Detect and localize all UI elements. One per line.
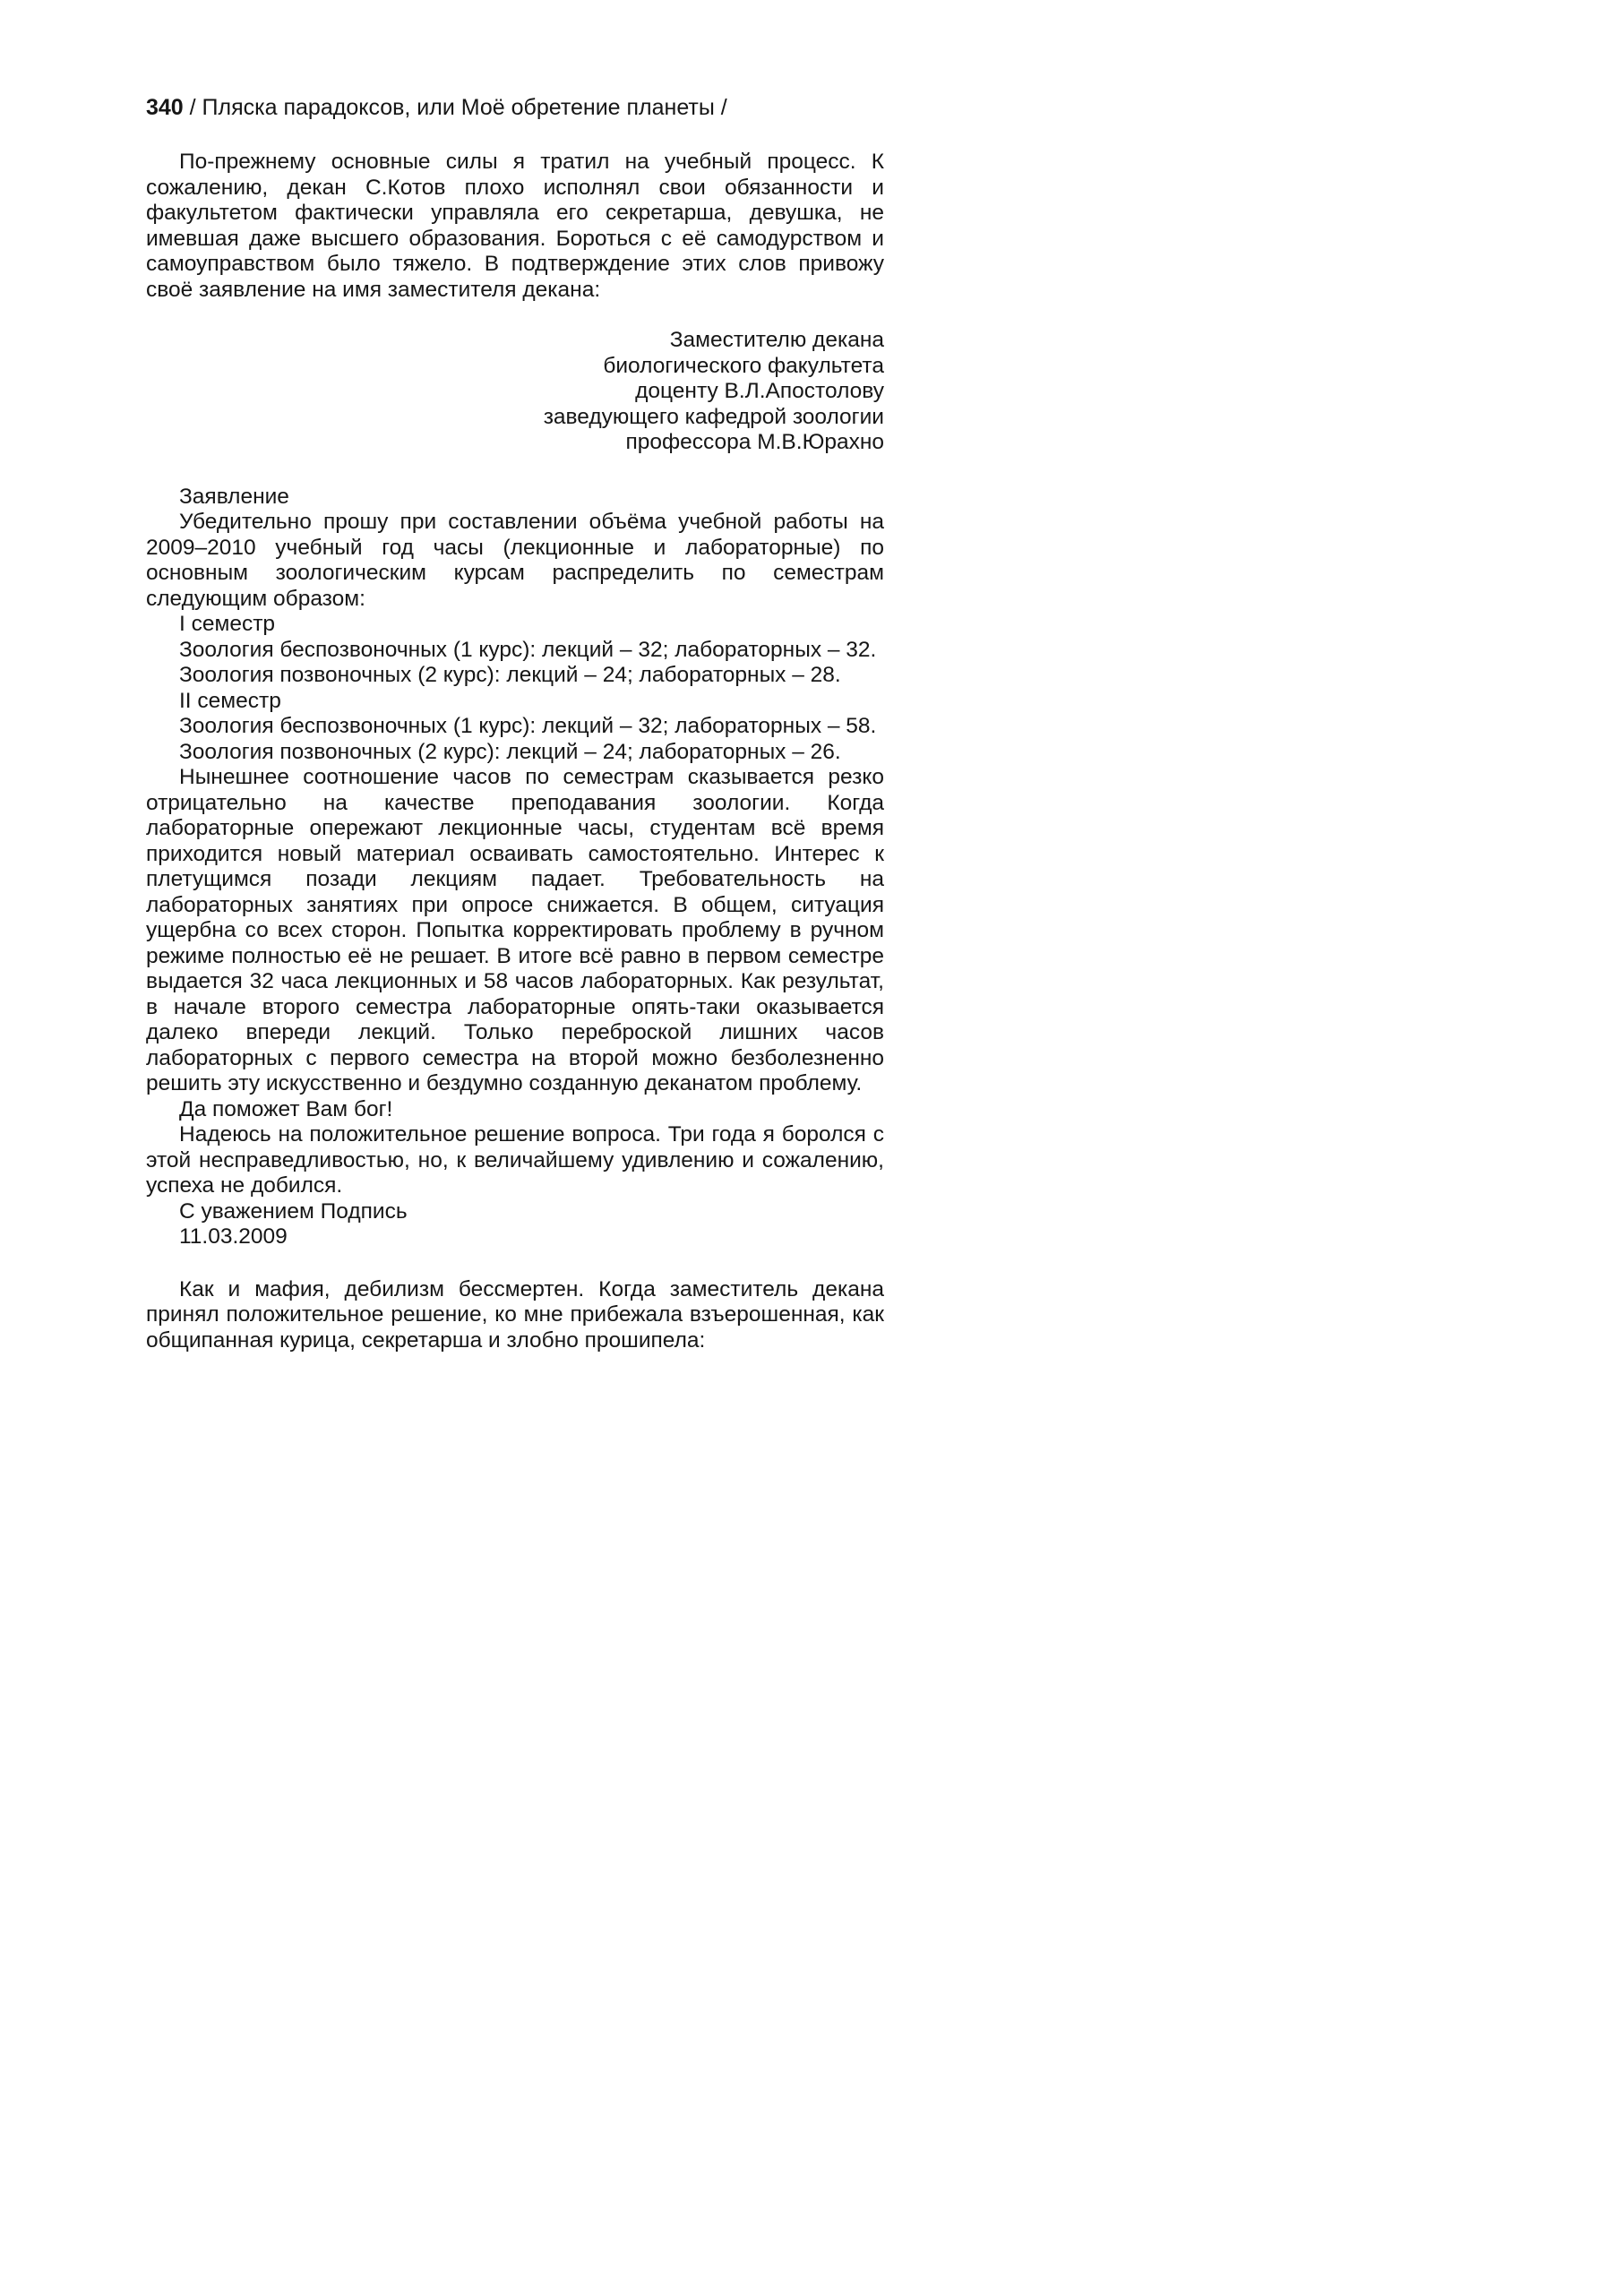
statement-body-paragraph: Нынешнее соотношение часов по семестрам сказывается резко отрицательно на качестве преподавания зоологии. Когда лабораторные опережают лекционные часы, студентам всё время приходится новый материал осваивать самостоятельно. Интерес к плетущимся позади лекциям падает. Требовательность на лабораторных занятиях при опросе снижается. В общем, ситуация ущербна со всех сторон. Попытка корректировать проблему в ручном режиме полностью её не решает. В итоге всё равно в первом семестре выдается 32 часа лекционных и 58 часов лабораторных. Как результат, в начале второго семестра лабораторные опять-таки оказывается далеко впереди лекций. Только переброской лишних часов лабораторных с первого семестра на второй можно безболезненно решить эту искусственно и бездумно созданную деканатом проблему. bbox=[146, 765, 884, 1095]
statement-title: Заявление bbox=[179, 484, 289, 509]
schedule-line: Зоология беспозвоночных (1 курс): лекций – 32; лабораторных – 58. bbox=[179, 714, 877, 738]
signature-line: С уважением Подпись bbox=[179, 1198, 408, 1224]
book-page bbox=[146, 95, 884, 1353]
schedule-line: Зоология беспозвоночных (1 курс): лекций – 32; лабораторных – 32. bbox=[179, 637, 877, 662]
closing-paragraph: Как и мафия, дебилизм бессмертен. Когда заместитель декана принял положительное решение, ко мне прибежала взъерошенная, как общипанная курица, секретарша и злобно прошипела: bbox=[146, 1276, 884, 1353]
addressee-line: заведующего кафедрой зоологии bbox=[543, 404, 884, 429]
addressee-line: биологического факультета bbox=[603, 353, 884, 378]
hope-paragraph: Надеюсь на положительное решение вопроса. Три года я боролся с этой несправедливостью, но, к величайшему удивлению и сожалению, успеха не добился. bbox=[146, 1122, 884, 1198]
addressee-line: Заместителю декана bbox=[669, 328, 884, 352]
page-number: 340 bbox=[146, 95, 184, 120]
schedule-line: Зоология позвоночных (2 курс): лекций – 24; лабораторных – 28. bbox=[179, 663, 841, 687]
addressee-line: доценту В.Л.Апостолову bbox=[635, 379, 884, 403]
schedule-line-semester-2: II семестр bbox=[179, 688, 281, 713]
addressee-line: профессора М.В.Юрахно bbox=[625, 430, 884, 454]
addressee-block bbox=[146, 328, 884, 456]
schedule-line: Зоология позвоночных (2 курс): лекций – 24; лабораторных – 26. bbox=[179, 739, 841, 764]
statement-intro-paragraph: Убедительно прошу при составлении объёма учебной работы на 2009–2010 учебный год часы (лекционные и лабораторные) по основным зоологическим курсам распределить по семестрам следующим образом: bbox=[146, 510, 884, 611]
blessing-line: Да поможет Вам бог! bbox=[179, 1096, 393, 1121]
page-body bbox=[146, 150, 884, 1353]
schedule-line-semester-1: I семестр bbox=[179, 612, 276, 636]
date-line: 11.03.2009 bbox=[179, 1224, 288, 1249]
running-header bbox=[146, 95, 884, 120]
book-title: / Пляска парадоксов, или Моё обретение планеты / bbox=[183, 95, 727, 120]
intro-paragraph: По-прежнему основные силы я тратил на учебный процесс. К сожалению, декан С.Котов плохо исполнял свои обязанности и факультетом фактически управляла его секретарша, девушка, не имевшая даже высшего образования. Бороться с её самодурством и самоуправством было тяжело. В подтверждение этих слов привожу своё заявление на имя заместителя декана: bbox=[146, 150, 884, 302]
